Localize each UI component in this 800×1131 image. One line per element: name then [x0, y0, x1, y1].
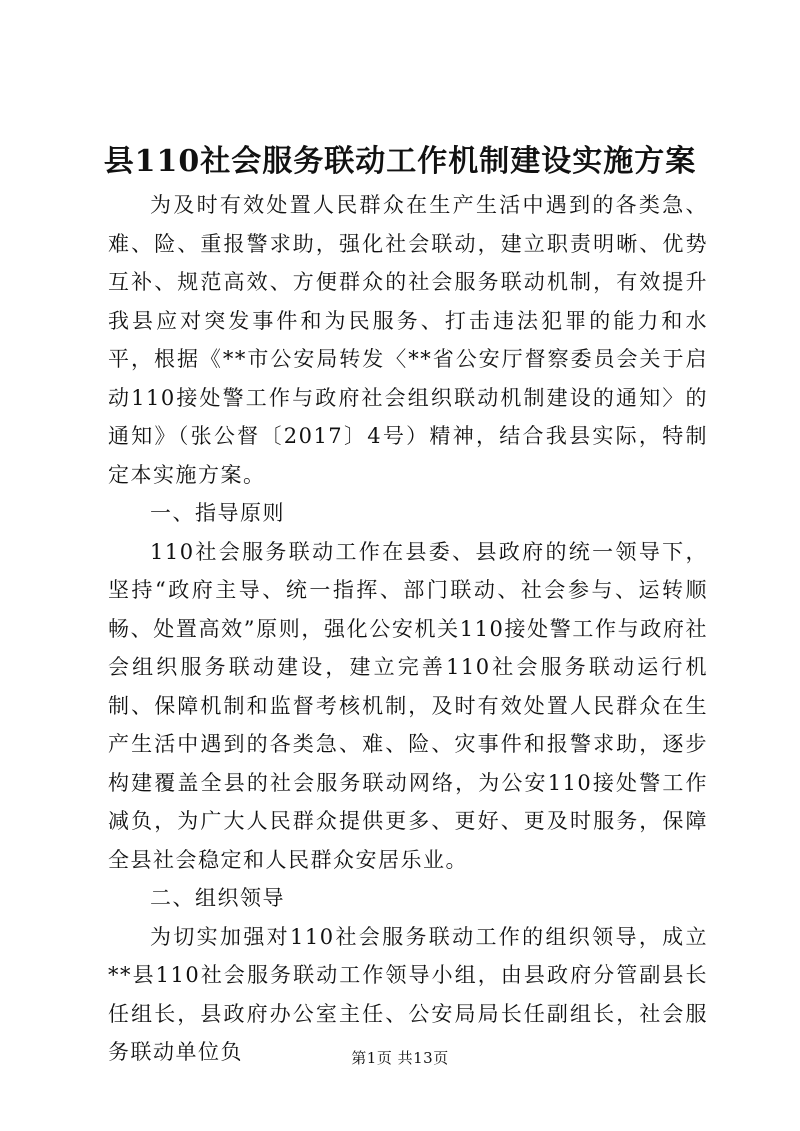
document-title: 县110社会服务联动工作机制建设实施方案	[103, 144, 697, 179]
page-number-footer: 第1页 共13页	[351, 1049, 449, 1067]
organization-paragraph: 为切实加强对110社会服务联动工作的组织领导，成立**县110社会服务联动工作领导小组，由县政府分管副县长任组长，县政府办公室主任、公安局局长任副组长，社会服务联动单位负	[108, 924, 708, 1064]
guiding-principles-paragraph: 110社会服务联动工作在县委、县政府的统一领导下，坚持“政府主导、统一指挥、部门联动、社会参与、运转顺畅、处置高效”原则，强化公安机关110接处警工作与政府社会组织服务联动建设，建立完善110社会服务联动运行机制、保障机制和监督考核机制，及时有效处置人民群众在生产生活中遇到的各类急、难、险、灾事件和报警求助，逐步构建覆盖全县的社会服务联动网络，为公安110接处警工作减负，为广大人民群众提供更多、更好、更及时服务，保障全县社会稳定和人民群众安居乐业。	[108, 539, 708, 872]
section-heading-organization: 二、组织领导	[150, 886, 285, 910]
document-body	[108, 186, 708, 1072]
intro-paragraph: 为及时有效处置人民群众在生产生活中遇到的各类急、难、险、重报警求助，强化社会联动，建立职责明晰、优势互补、规范高效、方便群众的社会服务联动机制，有效提升我县应对突发事件和为民服务、打击违法犯罪的能力和水平，根据《**市公安局转发〈**省公安厅督察委员会关于启动110接处警工作与政府社会组织联动机制建设的通知〉的通知》（张公督〔2017〕4号）精神，结合我县实际，特制定本实施方案。	[108, 193, 708, 487]
section-heading-guiding-principles: 一、指导原则	[150, 501, 285, 525]
